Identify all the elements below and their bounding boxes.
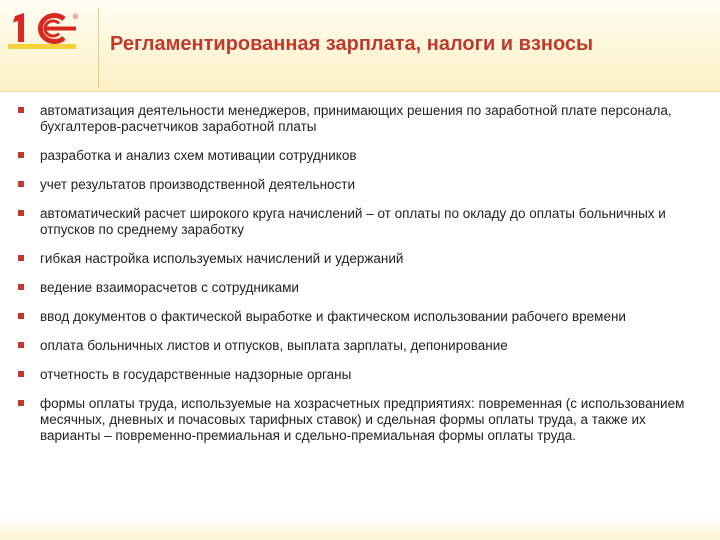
list-item-text: ведение взаиморасчетов с сотрудниками [40, 280, 299, 295]
square-bullet-icon [18, 152, 24, 158]
square-bullet-icon [18, 107, 24, 113]
page-title: Регламентированная зарплата, налоги и взносы [110, 33, 594, 55]
square-bullet-icon [18, 342, 24, 348]
list-item-text: учет результатов производственной деятельности [40, 177, 356, 192]
list-item [18, 148, 708, 164]
list-item [18, 280, 708, 296]
list-item-text: ввод документов о фактической выработке и фактическом использовании рабочего времени [40, 309, 626, 324]
square-bullet-icon [18, 313, 24, 319]
square-bullet-icon [18, 371, 24, 377]
1c-logo [6, 10, 82, 52]
list-item-text: формы оплаты труда, используемые на хозрасчетных предприятиях: повременная (с использованием месячных, дневных и почасовых тарифных ставок) и сдельная формы оплаты труда, а также их варианты – повременно-премиальная и сдельно-премиальная формы оплаты труда. [40, 396, 685, 443]
list-item-text: гибкая настройка используемых начислений и удержаний [40, 251, 404, 266]
list-item [18, 338, 708, 354]
bullet-list-container [18, 103, 708, 457]
list-item [18, 309, 708, 325]
list-item [18, 206, 708, 238]
list-item-text: автоматический расчет широкого круга начислений – от оплаты по окладу до оплаты больничных и отпусков по среднему заработку [40, 206, 666, 237]
list-item-text: автоматизация деятельности менеджеров, принимающих решения по заработной плате персонала, бухгалтеров-расчетчиков заработной платы [40, 103, 672, 134]
square-bullet-icon [18, 255, 24, 261]
square-bullet-icon [18, 210, 24, 216]
square-bullet-icon [18, 181, 24, 187]
list-item-text: разработка и анализ схем мотивации сотрудников [40, 148, 357, 163]
list-item-text: отчетность в государственные надзорные органы [40, 367, 352, 382]
square-bullet-icon [18, 284, 24, 290]
square-bullet-icon [18, 400, 24, 406]
trademark-mark: ® [72, 13, 79, 21]
list-item [18, 177, 708, 193]
header-rule [0, 91, 720, 92]
list-item [18, 367, 708, 383]
footer-band [0, 518, 720, 540]
list-item [18, 103, 708, 135]
logo-divider [98, 8, 99, 88]
list-item [18, 396, 708, 444]
list-item-text: оплата больничных листов и отпусков, выплата зарплаты, депонирование [40, 338, 508, 353]
bullet-list [18, 103, 708, 444]
slide-header [0, 0, 720, 92]
list-item [18, 251, 708, 267]
